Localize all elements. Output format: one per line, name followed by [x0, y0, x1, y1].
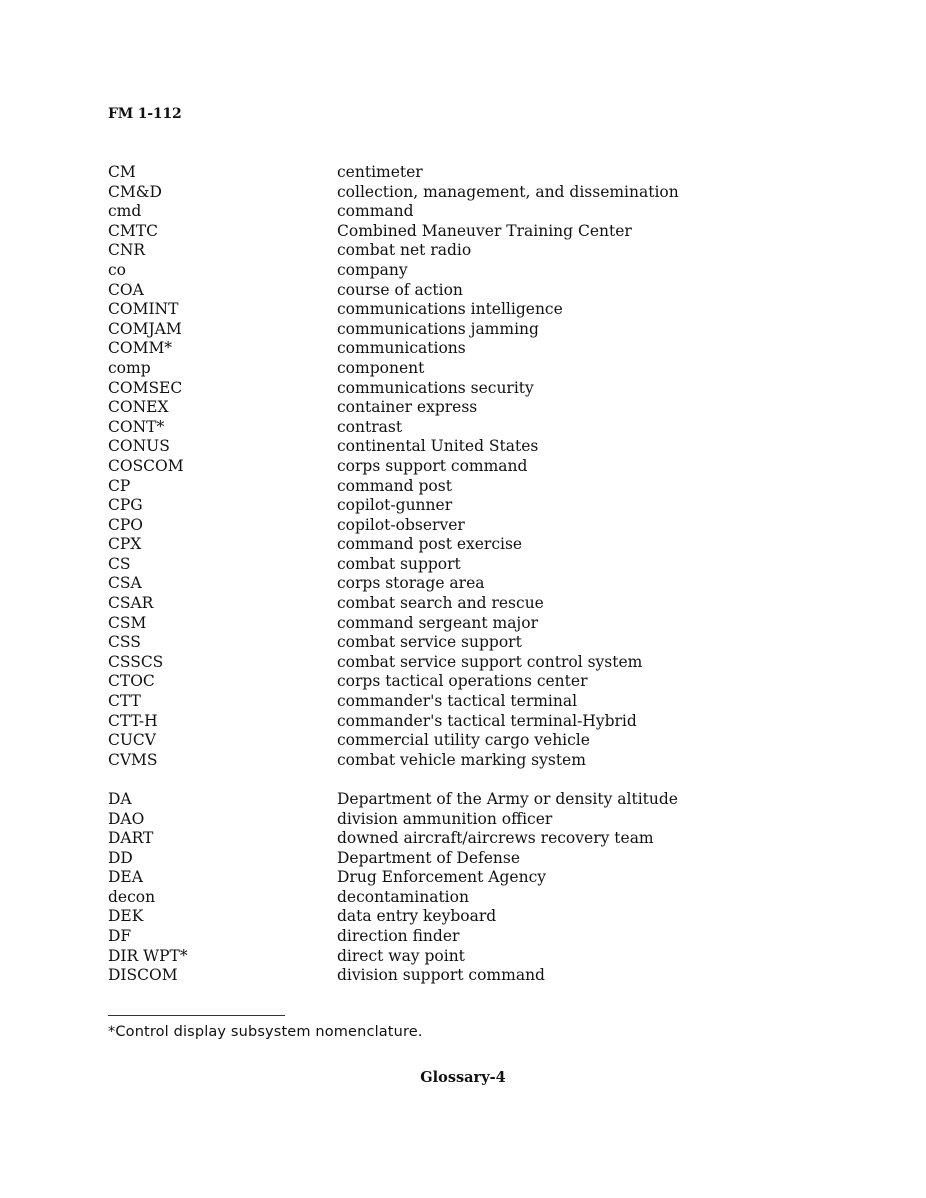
glossary-abbreviation: COA	[108, 280, 144, 299]
glossary-entry	[108, 477, 868, 497]
glossary-definition: component	[337, 358, 425, 377]
glossary-abbreviation: DEK	[108, 907, 144, 926]
glossary-abbreviation: COMM*	[108, 339, 173, 358]
glossary-entry	[108, 281, 868, 301]
glossary-definition: Drug Enforcement Agency	[337, 868, 547, 887]
glossary-definition: corps tactical operations center	[337, 672, 588, 691]
glossary-definition: Combined Maneuver Training Center	[337, 221, 632, 240]
glossary-entry	[108, 457, 868, 477]
glossary-abbreviation: DF	[108, 927, 132, 946]
glossary-abbreviation: CPO	[108, 515, 143, 534]
glossary-abbreviation: DD	[108, 848, 133, 867]
glossary-definition: container express	[337, 398, 478, 417]
glossary-abbreviation: DART	[108, 829, 154, 848]
glossary-abbreviation: CS	[108, 554, 131, 573]
glossary-definition: combat net radio	[337, 241, 472, 260]
glossary-abbreviation: CNR	[108, 241, 146, 260]
glossary-definition: combat support	[337, 554, 461, 573]
glossary-definition: communications intelligence	[337, 300, 563, 319]
glossary-definition: commander's tactical terminal	[337, 692, 578, 711]
glossary-abbreviation: CTT-H	[108, 711, 158, 730]
footnote: *Control display subsystem nomenclature.	[108, 1024, 423, 1040]
glossary-entry	[108, 222, 868, 242]
glossary-definition: combat service support control system	[337, 652, 643, 671]
glossary-definition: centimeter	[337, 163, 423, 181]
glossary-definition: direct way point	[337, 946, 465, 965]
glossary-entry	[108, 731, 868, 751]
glossary-definition: division support command	[337, 966, 545, 985]
glossary-abbreviation: co	[108, 260, 127, 279]
glossary-abbreviation: CONEX	[108, 398, 169, 417]
glossary-definition: command post exercise	[337, 535, 523, 554]
glossary-abbreviation: comp	[108, 358, 151, 377]
glossary-abbreviation: CPG	[108, 496, 143, 515]
glossary-abbreviation: CTOC	[108, 672, 155, 691]
glossary-entry	[108, 966, 868, 986]
glossary-entry	[108, 379, 868, 399]
glossary-abbreviation: CSM	[108, 613, 147, 632]
glossary-entry	[108, 183, 868, 203]
glossary-entry	[108, 712, 868, 732]
glossary-definition: corps storage area	[337, 574, 485, 593]
glossary-entry	[108, 790, 868, 810]
glossary-definition: downed aircraft/aircrews recovery team	[337, 829, 654, 848]
glossary-abbreviation: CPX	[108, 535, 142, 554]
glossary-abbreviation: cmd	[108, 202, 142, 221]
document-id: FM 1-112	[108, 106, 182, 122]
glossary-entry	[108, 614, 868, 634]
glossary-abbreviation: COMJAM	[108, 319, 182, 338]
glossary-abbreviation: CSAR	[108, 594, 154, 613]
glossary-entry	[108, 849, 868, 869]
page-number: Glossary-4	[420, 1069, 506, 1086]
glossary-abbreviation: CSS	[108, 633, 141, 652]
glossary-abbreviation: CONT*	[108, 417, 165, 436]
glossary-entry	[108, 829, 868, 849]
glossary-entry	[108, 339, 868, 359]
glossary-entry	[108, 300, 868, 320]
glossary-entry	[108, 555, 868, 575]
glossary-entry	[108, 320, 868, 340]
glossary-entry	[108, 633, 868, 653]
glossary-entry	[108, 810, 868, 830]
glossary-definition: division ammunition officer	[337, 809, 553, 828]
glossary-definition: commander's tactical terminal-Hybrid	[337, 711, 637, 730]
glossary-definition: collection, management, and dissemination	[337, 182, 679, 201]
glossary-entry	[108, 516, 868, 536]
glossary-definition: corps support command	[337, 456, 528, 475]
glossary-abbreviation: CSSCS	[108, 652, 164, 671]
glossary-abbreviation: DAO	[108, 809, 145, 828]
glossary-definition: direction finder	[337, 927, 460, 946]
glossary-definition: combat search and rescue	[337, 594, 544, 613]
glossary-group-c	[108, 163, 868, 770]
glossary-abbreviation: CVMS	[108, 750, 158, 769]
glossary-abbreviation: CMTC	[108, 221, 158, 240]
glossary-entry	[108, 398, 868, 418]
glossary-entry	[108, 692, 868, 712]
glossary-entry	[108, 202, 868, 222]
glossary-entry	[108, 868, 868, 888]
glossary-entry	[108, 751, 868, 771]
glossary-abbreviation: COSCOM	[108, 456, 184, 475]
glossary-abbreviation: CUCV	[108, 731, 156, 750]
glossary-definition: Department of the Army or density altitude	[337, 789, 678, 808]
glossary-definition: communications security	[337, 378, 534, 397]
glossary-definition: decontamination	[337, 887, 469, 906]
glossary-abbreviation: DA	[108, 789, 132, 808]
glossary-entry	[108, 261, 868, 281]
glossary-definition: communications	[337, 339, 466, 358]
glossary-entry	[108, 241, 868, 261]
glossary-definition: course of action	[337, 280, 463, 299]
glossary-entry	[108, 359, 868, 379]
glossary-definition: Department of Defense	[337, 848, 521, 867]
glossary-definition: continental United States	[337, 437, 539, 456]
glossary-entry	[108, 653, 868, 673]
glossary-definition: company	[337, 260, 408, 279]
glossary-group-d	[108, 790, 868, 986]
glossary-definition: command post	[337, 476, 452, 495]
glossary-abbreviation: CONUS	[108, 437, 170, 456]
glossary-abbreviation: CM	[108, 163, 136, 181]
glossary-abbreviation: COMINT	[108, 300, 179, 319]
glossary-definition: combat service support	[337, 633, 522, 652]
glossary-definition: commercial utility cargo vehicle	[337, 731, 590, 750]
glossary-definition: data entry keyboard	[337, 907, 497, 926]
glossary-entry	[108, 672, 868, 692]
glossary-definition: command	[337, 202, 414, 221]
glossary-entry	[108, 927, 868, 947]
glossary-entry	[108, 163, 868, 183]
glossary-abbreviation: DISCOM	[108, 966, 178, 985]
glossary-entry	[108, 496, 868, 516]
glossary-entry	[108, 947, 868, 967]
glossary-abbreviation: CTT	[108, 692, 141, 711]
glossary-definition: contrast	[337, 417, 403, 436]
glossary-entry	[108, 437, 868, 457]
glossary-abbreviation: decon	[108, 887, 156, 906]
glossary-definition: combat vehicle marking system	[337, 750, 586, 769]
glossary-abbreviation: CM&D	[108, 182, 162, 201]
glossary-abbreviation: DIR WPT*	[108, 946, 188, 965]
glossary-definition: communications jamming	[337, 319, 539, 338]
glossary-entry	[108, 574, 868, 594]
glossary-definition: copilot-gunner	[337, 496, 453, 515]
glossary-definition: command sergeant major	[337, 613, 538, 632]
glossary-entry	[108, 418, 868, 438]
glossary-abbreviation: DEA	[108, 868, 143, 887]
glossary-entry	[108, 594, 868, 614]
glossary-list	[108, 163, 868, 986]
glossary-definition: copilot-observer	[337, 515, 465, 534]
glossary-entry	[108, 535, 868, 555]
glossary-entry	[108, 907, 868, 927]
glossary-abbreviation: CSA	[108, 574, 142, 593]
glossary-abbreviation: CP	[108, 476, 131, 495]
glossary-abbreviation: COMSEC	[108, 378, 183, 397]
glossary-entry	[108, 888, 868, 908]
footnote-divider	[108, 1015, 285, 1016]
